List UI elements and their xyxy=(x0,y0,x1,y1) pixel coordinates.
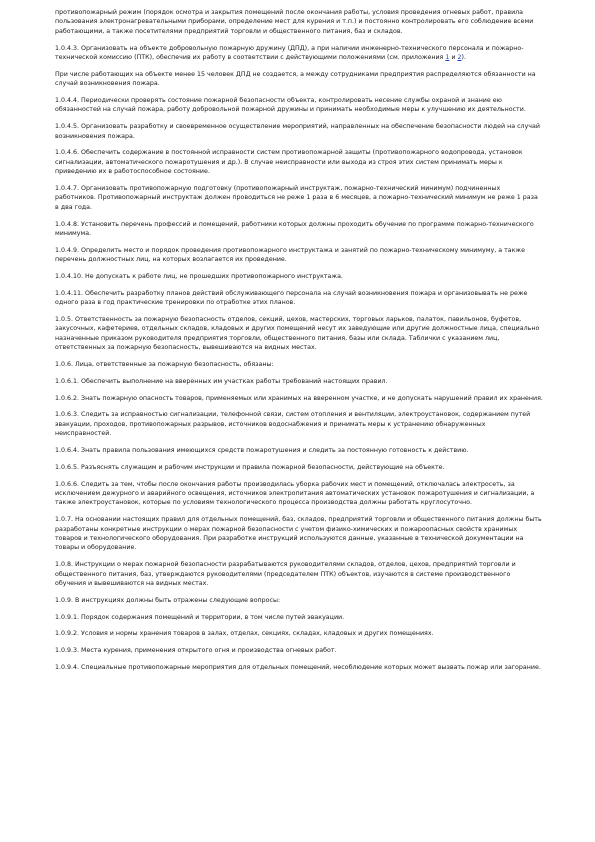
paragraph-1-0-4-3 xyxy=(55,44,543,63)
paragraph-1-0-7: 1.0.7. На основании настоящих правил для отдельных помещений, баз, складов, предприятий торговли и общественного питания должны быть разработаны конкретные инструкции о мерах пожарной безопасности с учетом физико-химических и пожароопасных свойств хранимых товаров и технологического оборудования. При разработке инструкций используются данные, указанные в технической документации на товары и оборудование. xyxy=(55,516,542,552)
paragraph-text: 1.0.4.3. Организовать на объекте добровольную пожарную дружину (ДПД), а при наличии инженерно-технического персонала и пожарно-технической комиссию (ПТК), обеспечив их работу в соответствии с действующими положениями (см. приложения xyxy=(55,44,524,62)
appendix-2-link[interactable]: 2 xyxy=(457,54,462,62)
paragraph-1-0-4-5: 1.0.4.5. Организовать разработку и своевременное осуществление мероприятий, направленных на обеспечение безопасности людей на случай возникновения пожара. xyxy=(55,123,540,140)
paragraph-1-0-9: 1.0.9. В инструкциях должны быть отражены следующие вопросы: xyxy=(55,596,281,604)
paragraph-1-0-6-5: 1.0.6.5. Разъяснять служащим и рабочим инструкции и правила пожарной безопасности, действующие на объекте. xyxy=(55,463,445,471)
paragraph-1-0-6-6: 1.0.6.6. Следить за тем, чтобы после окончания работы производилась уборка рабочих мест и помещений, отключалась электросеть, за исключением дежурного и аварийного освещения, источников электропитания автоматических установок пожаротушения и сигнализации, а также электроустановок, которые по условиям технологического процесса производства должны работать круглосуточно. xyxy=(55,480,535,507)
paragraph-1-0-8: 1.0.8. Инструкции о мерах пожарной безопасности разрабатываются руководителями складов, отделов, цехов, предприятий торговли и общественного питания, баз, утверждаются руководителями (председателем ПТК) объектов, изучаются в системе производственного обучения и вывешиваются на видных местах. xyxy=(55,561,516,588)
paragraph-1-0-9-1: 1.0.9.1. Порядок содержания помещений и территории, в том числе путей эвакуации. xyxy=(55,613,345,621)
paragraph-regime: противопожарный режим (порядок осмотра и закрытия помещений после окончания работы, условия проведения огневых работ, правила пользования электронагревательными приборами, определение мест для курения и т.п.) и постоянно контролировать его соблюдение всеми работающими, а также посетителями предприятий торговли и общественного питания, баз и складов. xyxy=(55,9,534,35)
paragraph-dpd-note: При числе работающих на объекте менее 15 человек ДПД не создается, а между сотрудниками предприятия распределяются обязанности на случай возникновения пожара. xyxy=(55,70,536,88)
paragraph-1-0-9-4: 1.0.9.4. Специальные противопожарные мероприятия для отдельных помещений, несоблюдение которых может вызвать пожар или загорание. xyxy=(55,664,541,672)
paragraph-1-0-9-3: 1.0.9.3. Места курения, применения открытого огня и производства огневых работ. xyxy=(55,647,337,655)
paragraph-1-0-9-2: 1.0.9.2. Условия и нормы хранения товаров в залах, отделах, секциях, складах, кладовых и других помещениях. xyxy=(55,630,434,638)
appendix-1-link[interactable]: 1 xyxy=(445,54,450,62)
paragraph-1-0-4-9: 1.0.4.9. Определить место и порядок проведения противопожарного инструктажа и занятий по пожарно-техническому минимуму, а также перечень должностных лиц, на которых возлагается их проведение. xyxy=(55,246,525,264)
paragraph-1-0-4-10: 1.0.4.10. Не допускать к работе лиц, не прошедших противопожарного инструктажа. xyxy=(55,273,343,281)
paragraph-1-0-6-4: 1.0.6.4. Знать правила пользования имеющихся средств пожаротушения и следить за постоянную готовность к действию. xyxy=(55,447,469,455)
paragraph-1-0-4-11: 1.0.4.11. Обеспечить разработку планов действий обслуживающего персонала на случай возникновения пожара и организовывать не реже одного раза в год практические тренировки по отработке этих планов. xyxy=(55,289,528,307)
paragraph-1-0-6: 1.0.6. Лица, ответственные за пожарную безопасность, обязаны: xyxy=(55,361,274,369)
paragraph-1-0-6-2: 1.0.6.2. Знать пожарную опасность товаров, применяемых или хранимых на вверенном участке, и не допускать нарушений правил их хранения. xyxy=(55,394,543,402)
paragraph-text: и xyxy=(449,54,458,62)
paragraph-1-0-4-7: 1.0.4.7. Организовать противопожарную подготовку (противопожарный инструктаж, пожарно-технический минимум) подчиненных работников. Противопожарный инструктаж должен проводиться не реже 1 раза в 6 месяцев, а пожарно-технический минимум не реже 1 раза в два года. xyxy=(55,185,538,211)
paragraph-1-0-4-6: 1.0.4.6. Обеспечить содержание в постоянной исправности систем противопожарной защиты (противопожарного водопровода, установок сигнализации, автоматического пожаротушения и др.). В случае неисправности или выхода из строя этих систем принимать меры к приведению их в работоспособное состояние. xyxy=(55,149,523,176)
paragraph-1-0-4-4: 1.0.4.4. Периодически проверять состояние пожарной безопасности объекта, контролировать несение службы охраной и знание ею обязанностей на случай пожара, работу добровольной пожарной дружины и принимать необходимые меры к улучшению их деятельности. xyxy=(55,97,526,114)
paragraph-text: ). xyxy=(461,54,466,62)
paragraph-1-0-4-8: 1.0.4.8. Установить перечень профессий и помещений, работники которых должны проходить обучение по программе пожарно-технического минимума. xyxy=(55,220,534,238)
paragraph-1-0-6-3: 1.0.6.3. Следить за исправностью сигнализации, телефонной связи, систем отопления и вентиляции, электроустановок, содержанием путей эвакуации, проходов, противопожарных разрывов, источников водоснабжения и принимать меры к устранению обнаруженных неисправностей. xyxy=(55,411,531,438)
paragraph-1-0-5: 1.0.5. Ответственность за пожарную безопасность отделов, секций, цехов, мастерских, торговых ларьков, палаток, павильонов, буфетов, закусочных, кафетериев, отдельных складов, кладовых и других помещений несут их заведующие или другие должностные лица, специально назначенные приказом руководителя предприятия торговли, общественного питания, базы или склада. Таблички с указанием лиц, ответственных за пожарную безопасность, вывешиваются на видных местах. xyxy=(55,316,540,352)
paragraph-1-0-6-1: 1.0.6.1. Обеспечить выполнение на вверенных им участках работы требований настоящих правил. xyxy=(55,377,388,385)
